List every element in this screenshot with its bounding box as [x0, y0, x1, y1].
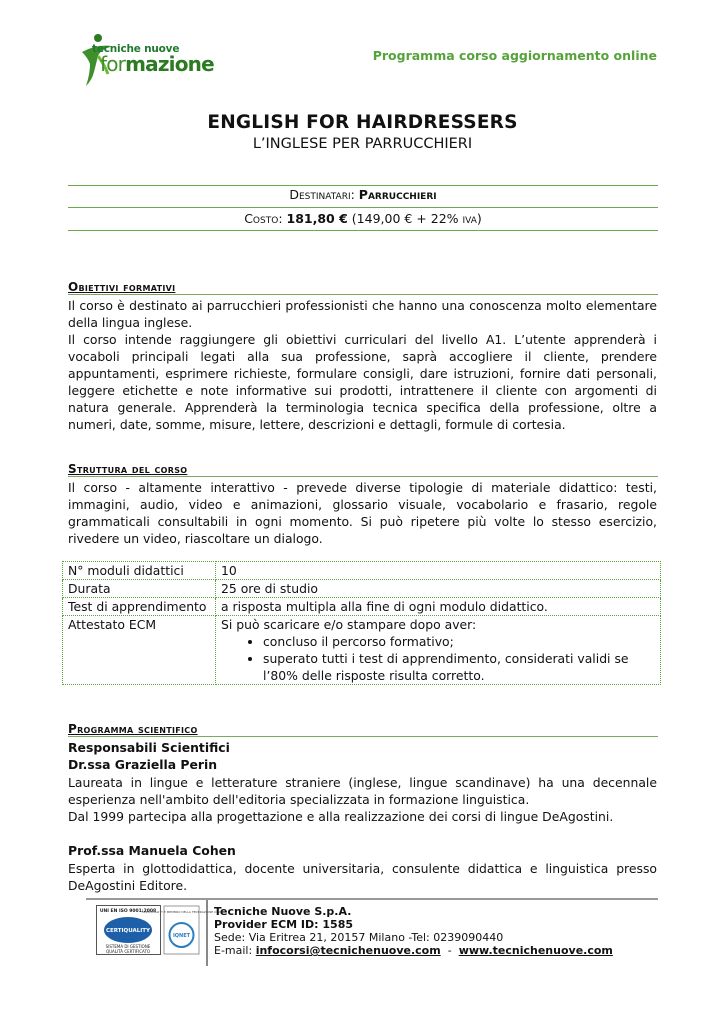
website-link[interactable]: www.tecnichenuove.com [458, 944, 613, 957]
header-course-type: Programma corso aggiornamento online [372, 48, 657, 63]
section-rule [68, 736, 658, 737]
person-bio: Dal 1999 partecipa alla progettazione e alla realizzazione dei corsi di lingue DeAgostini. [68, 809, 614, 824]
cert-text-side: CERTIQUALITY È MEMBRO DELLA FEDERAZIONE CISQ [141, 910, 222, 914]
cert-text-iso: UNI EN ISO 9001:2008 [99, 909, 157, 914]
section-heading-obiettivi: Obiettivi formativi [68, 280, 176, 294]
obiettivi-paragraph-1: Il corso è destinato ai parrucchieri professionisti che hanno una conoscenza molto elementare della lingua inglese. [68, 298, 657, 330]
course-info-table [62, 561, 661, 685]
person-bio: Laureata in lingue e letterature straniere (inglese, lingue scandinave) ha una decennale esperienza nell'ambito dell'editoria specializzata in formazione linguistica. [68, 775, 657, 807]
section-rule [68, 476, 658, 477]
table-value: 25 ore di studio [216, 580, 661, 598]
table-key: Durata [63, 580, 216, 598]
section-heading-struttura: Struttura del corso [68, 462, 188, 476]
table-row [63, 598, 661, 616]
email-link[interactable]: infocorsi@tecnichenuove.com [255, 944, 441, 957]
table-row [63, 580, 661, 598]
cert-text-brand: CERTIQUALITY [105, 928, 151, 934]
footer-provider: Provider ECM ID: 1585 [214, 918, 354, 931]
cert-text-line3: QUALITÀ CERTIFICATO [105, 949, 151, 954]
certification-logo-icon [96, 905, 222, 955]
table-key: Attestato ECM [63, 616, 216, 685]
table-row [63, 562, 661, 580]
footer-contacts: E-mail: infocorsi@tecnichenuove.com - www.tecnichenuove.com [214, 944, 613, 957]
divider [68, 207, 658, 208]
brand-logo [78, 30, 214, 88]
logo-text-bottom: formazione [100, 52, 214, 76]
table-key: Test di apprendimento [63, 598, 216, 616]
cert-text-mark: IQNET [172, 933, 191, 939]
footer-divider [86, 898, 658, 900]
struttura-paragraph: Il corso - altamente interattivo - prevede diverse tipologie di materiale didattico: testi, immagini, audio, video e animazioni, glossario visuale, vocabolario e frasario, regole grammaticali consultabili in ogni momento. Si può ripetere più volte lo stesso esercizio, rivedere un video, riascoltare un dialogo. [68, 480, 657, 546]
list-item: • superato tutti i test di apprendimento, considerati validi se l’80% delle risposte risulta corretto. [263, 650, 655, 684]
meta-costo: Costo: 181,80 € (149,00 € + 22% iva) [244, 211, 482, 226]
cert-text-line2: SISTEMA DI GESTIONE [105, 944, 151, 949]
list-item: • concluso il percorso formativo; [263, 633, 655, 650]
page-subtitle: L’INGLESE PER PARRUCCHIERI [252, 136, 473, 152]
person-name: Prof.ssa Manuela Cohen [68, 843, 236, 858]
meta-destinatari: Destinatari: Parrucchieri [289, 187, 437, 202]
table-key: N° moduli didattici [63, 562, 216, 580]
person-bio: Esperta in glottodidattica, docente universitaria, consulente didattica e linguistica presso DeAgostini Editore. [68, 861, 657, 893]
certification-badge [96, 905, 222, 955]
table-value: a risposta multipla alla fine di ogni modulo didattico. [216, 598, 661, 616]
attestato-intro: Si può scaricare e/o stampare dopo aver: [221, 617, 477, 632]
page-title: ENGLISH FOR HAIRDRESSERS [207, 112, 518, 133]
table-value [216, 616, 661, 685]
attestato-bullets [221, 633, 655, 684]
table-row [63, 616, 661, 685]
obiettivi-paragraph-2: Il corso intende raggiungere gli obiettivi curriculari del livello A1. L’utente apprenderà i vocaboli principali legati alla sua professione, saprà accogliere il cliente, prendere appuntamenti, esprimere richieste, formulare consigli, dare istruzioni, fornire dati personali, leggere etichette e note informative sui prodotti, intrattenere il cliente con argomenti di natura generale. Apprenderà la terminologia tecnica specifica della professione, oltre a numeri, date, somme, misure, lettere, descrizioni e dettagli, formule di cortesia. [68, 332, 657, 432]
person-name: Dr.ssa Graziella Perin [68, 757, 218, 772]
logo-text-top: tecniche nuove [92, 43, 180, 55]
responsabili-heading: Responsabili Scientifici [68, 740, 230, 755]
section-heading-programma: Programma scientifico [68, 722, 198, 736]
footer-company: Tecniche Nuove S.p.A. [214, 905, 352, 918]
footer-address: Sede: Via Eritrea 21, 20157 Milano -Tel: 0239090440 [214, 931, 504, 944]
table-value: 10 [216, 562, 661, 580]
divider [68, 185, 658, 186]
divider [68, 230, 658, 231]
section-rule [68, 294, 658, 295]
